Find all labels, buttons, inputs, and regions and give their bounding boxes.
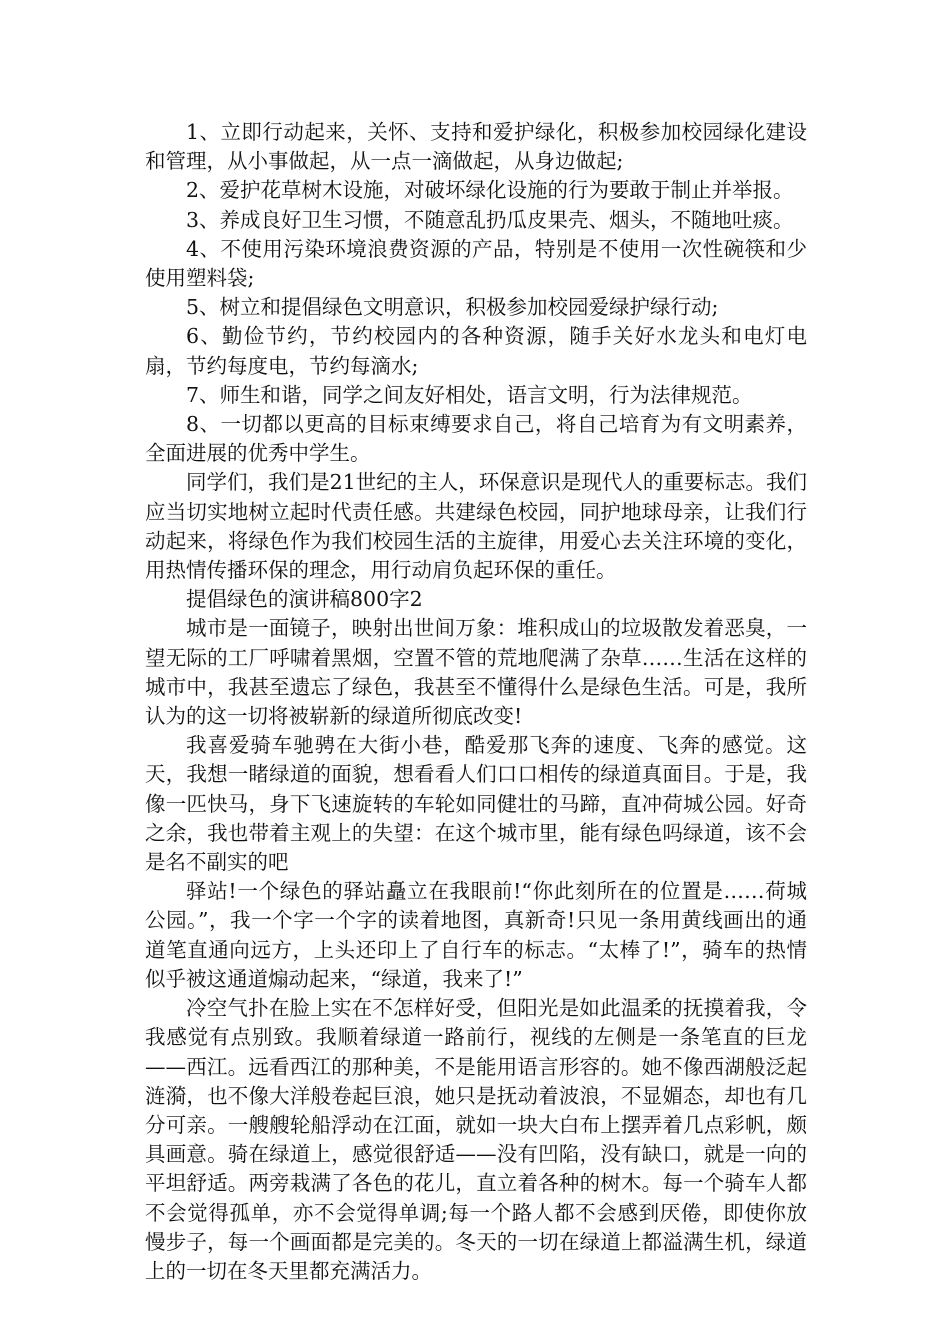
body-paragraph-4: 冷空气扑在脸上实在不怎样好受，但阳光是如此温柔的抚摸着我，令我感觉有点别致。我顺着绿道一路前行，视线的左侧是一条笔直的巨龙——西江。远看西江的那种美，不是能用语言形容的。她不像西湖般泛起涟漪，也不像大洋般卷起巨浪，她只是抚动着波浪，不显媚态，却也有几分可亲。一艘艘轮船浮动在江面，就如一块大白布上摆弄着几点彩帆，颇具画意。骑在绿道上，感觉很舒适——没有凹陷，没有缺口，就是一向的平坦舒适。两旁栽满了各色的花儿，直立着各种的树木。每一个骑车人都不会觉得孤单，亦不会觉得单调;每一个路人都不会感到厌倦，即使你放慢步子，每一个画面都是完美的。冬天的一切在绿道上都溢满生机，绿道上的一切在冬天里都充满活力。: [145, 996, 807, 1283]
document-body: [145, 118, 807, 1286]
list-item-8: 8、一切都以更高的目标束缚要求自己，将自己培育为有文明素养，全面进展的优秀中学生。: [145, 412, 807, 466]
closing-paragraph: 同学们，我们是21世纪的主人，环保意识是现代人的重要标志。我们应当切实地树立起时代责任感。共建绿色校园，同护地球母亲，让我们行动起来，将绿色作为我们校园生活的主旋律，用爱心去关注环境的变化，用热情传播环保的理念，用行动肩负起环保的重任。: [145, 470, 807, 583]
body-paragraph-2: 我喜爱骑车驰骋在大街小巷，酷爱那飞奔的速度、飞奔的感觉。这天，我想一睹绿道的面貌，想看看人们口口相传的绿道真面目。于是，我像一匹快马，身下飞速旋转的车轮如同健壮的马蹄，直冲荷城公园。好奇之余，我也带着主观上的失望：在这个城市里，能有绿色吗绿道，该不会是名不副实的吧: [145, 733, 807, 875]
list-item-7: 7、师生和谐，同学之间友好相处，语言文明，行为法律规范。: [186, 382, 753, 407]
list-item-1: 1、立即行动起来，关怀、支持和爱护绿化，积极参加校园绿化建设和管理，从小事做起，从一点一滴做起，从身边做起;: [145, 120, 807, 174]
section-title: 提倡绿色的演讲稿800字2: [186, 587, 423, 612]
list-item-6: 6、勤俭节约，节约校园内的各种资源，随手关好水龙头和电灯电扇，节约每度电，节约每滴水;: [145, 324, 807, 378]
list-item-4: 4、不使用污染环境浪费资源的产品，特别是不使用一次性碗筷和少使用塑料袋;: [145, 236, 807, 291]
list-item-5: 5、树立和提倡绿色文明意识，积极参加校园爱绿护绿行动;: [186, 295, 719, 320]
body-paragraph-3: 驿站!一个绿色的驿站矗立在我眼前!“你此刻所在的位置是……荷城公园。”，我一个字一个字的读着地图，真新奇!只见一条用黄线画出的通道笔直通向远方，上头还印上了自行车的标志。“太棒了!”，骑车的热情似乎被这通道煽动起来，“绿道，我来了!”: [145, 879, 807, 991]
list-item-3: 3、养成良好卫生习惯，不随意乱扔瓜皮果壳、烟头，不随地吐痰。: [186, 207, 794, 232]
body-paragraph-1: 城市是一面镜子，映射出世间万象：堆积成山的垃圾散发着恶臭，一望无际的工厂呼啸着黑烟，空置不管的荒地爬满了杂草……生活在这样的城市中，我甚至遗忘了绿色，我甚至不懂得什么是绿色生活。可是，我所认为的这一切将被崭新的绿道所彻底改变!: [145, 616, 807, 729]
list-item-2: 2、爱护花草树木设施，对破坏绿化设施的行为要敢于制止并举报。: [186, 178, 794, 203]
